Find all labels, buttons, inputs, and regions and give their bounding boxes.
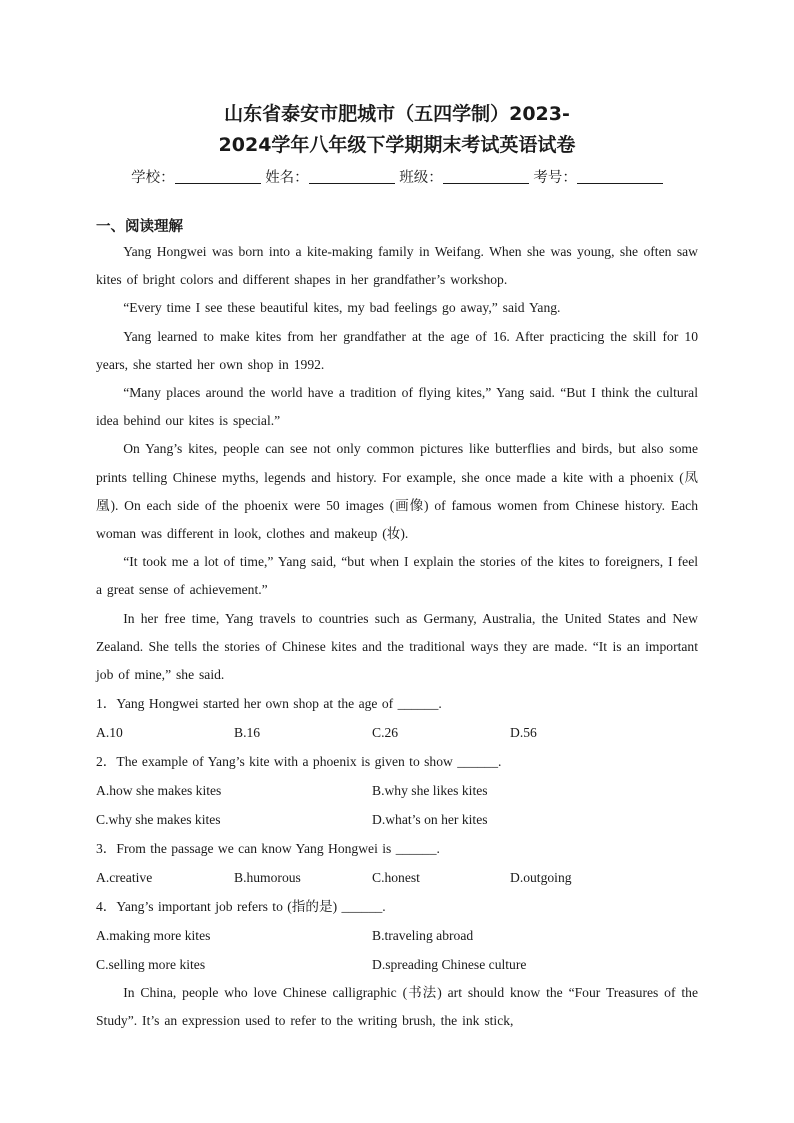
question-options xyxy=(96,718,698,747)
name-blank[interactable] xyxy=(309,169,395,184)
school-blank[interactable] xyxy=(175,169,261,184)
exam-title-line1: 山东省泰安市肥城市（五四学制）2023- xyxy=(224,103,570,125)
passage-paragraph: Yang learned to make kites from her grandfather at the age of 16. After practicing the skill for 10 years, she started her own shop in 1992. xyxy=(96,328,698,372)
passage-paragraph: In her free time, Yang travels to countries such as Germany, Australia, the United States and New Zealand. She tells the stories of Chinese kites and the traditional ways they are made. “It is an important job of mine,” she said. xyxy=(96,610,698,683)
question-stem: 3．From the passage we can know Yang Hongwei is ______. xyxy=(96,841,440,857)
answer-option[interactable]: A.10 xyxy=(96,725,123,741)
answer-option[interactable]: A.making more kites xyxy=(96,928,211,944)
question-stem: 1．Yang Hongwei started her own shop at the age of ______. xyxy=(96,696,442,712)
answer-option[interactable]: D.outgoing xyxy=(510,870,572,886)
answer-option[interactable]: A.how she makes kites xyxy=(96,783,222,799)
question-options xyxy=(96,921,698,979)
title-block xyxy=(96,0,698,161)
passage-2-paragraph: In China, people who love Chinese calligraphic (书法) art should know the “Four Treasures of the Study”. It’s an expression used to refer to the writing brush, the ink stick, xyxy=(96,985,698,1029)
answer-option[interactable]: B.traveling abroad xyxy=(372,928,474,944)
class-blank[interactable] xyxy=(443,169,529,184)
question-list xyxy=(96,689,698,979)
section-heading: 一、阅读理解 xyxy=(96,219,183,235)
school-label: 学校： xyxy=(131,170,175,186)
question-options xyxy=(96,863,698,892)
passage-paragraph: Yang Hongwei was born into a kite-making family in Weifang. When she was young, she often saw kites of bright colors and different shapes in her grandfather’s workshop. xyxy=(96,244,698,288)
exam-title-line2: 2024学年八年级下学期期末考试英语试卷 xyxy=(218,134,576,156)
answer-option[interactable]: D.56 xyxy=(510,725,537,741)
answer-option[interactable]: D.what’s on her kites xyxy=(372,812,488,828)
answer-option[interactable]: C.26 xyxy=(372,725,399,741)
answer-option[interactable]: B.why she likes kites xyxy=(372,783,488,799)
question-stem: 4．Yang’s important job refers to (指的是) ______. xyxy=(96,899,386,915)
exam-number-label: 考号： xyxy=(533,170,577,186)
question-stem: 2．The example of Yang’s kite with a phoenix is given to show ______. xyxy=(96,754,502,770)
passage-paragraph: On Yang’s kites, people can see not only common pictures like butterflies and birds, but also some prints telling Chinese myths, legends and history. For example, she once made a kite with a phoenix (凤凰). On each side of the phoenix were 50 images (画像) of famous women from Chinese history. Each woman was different in look, clothes and makeup (妆). xyxy=(96,441,698,542)
answer-option[interactable]: C.honest xyxy=(372,870,420,886)
class-label: 班级： xyxy=(399,170,443,186)
answer-option[interactable]: C.why she makes kites xyxy=(96,812,221,828)
passage-paragraph: “Every time I see these beautiful kites, my bad feelings go away,” said Yang. xyxy=(123,300,561,316)
answer-option[interactable]: A.creative xyxy=(96,870,153,886)
passage-1 xyxy=(96,238,698,689)
answer-option[interactable]: B.16 xyxy=(234,725,261,741)
question-options xyxy=(96,776,698,834)
answer-option[interactable]: B.humorous xyxy=(234,870,301,886)
student-info-line xyxy=(96,167,698,189)
passage-paragraph: “Many places around the world have a tradition of flying kites,” Yang said. “But I think the cultural idea behind our kites is special.” xyxy=(96,385,698,429)
passage-paragraph: “It took me a lot of time,” Yang said, “but when I explain the stories of the kites to foreigners, I feel a great sense of achievement.” xyxy=(96,554,698,598)
answer-option[interactable]: D.spreading Chinese culture xyxy=(372,957,527,973)
answer-option[interactable]: C.selling more kites xyxy=(96,957,206,973)
name-label: 姓名： xyxy=(265,170,309,186)
exam-number-blank[interactable] xyxy=(577,169,663,184)
